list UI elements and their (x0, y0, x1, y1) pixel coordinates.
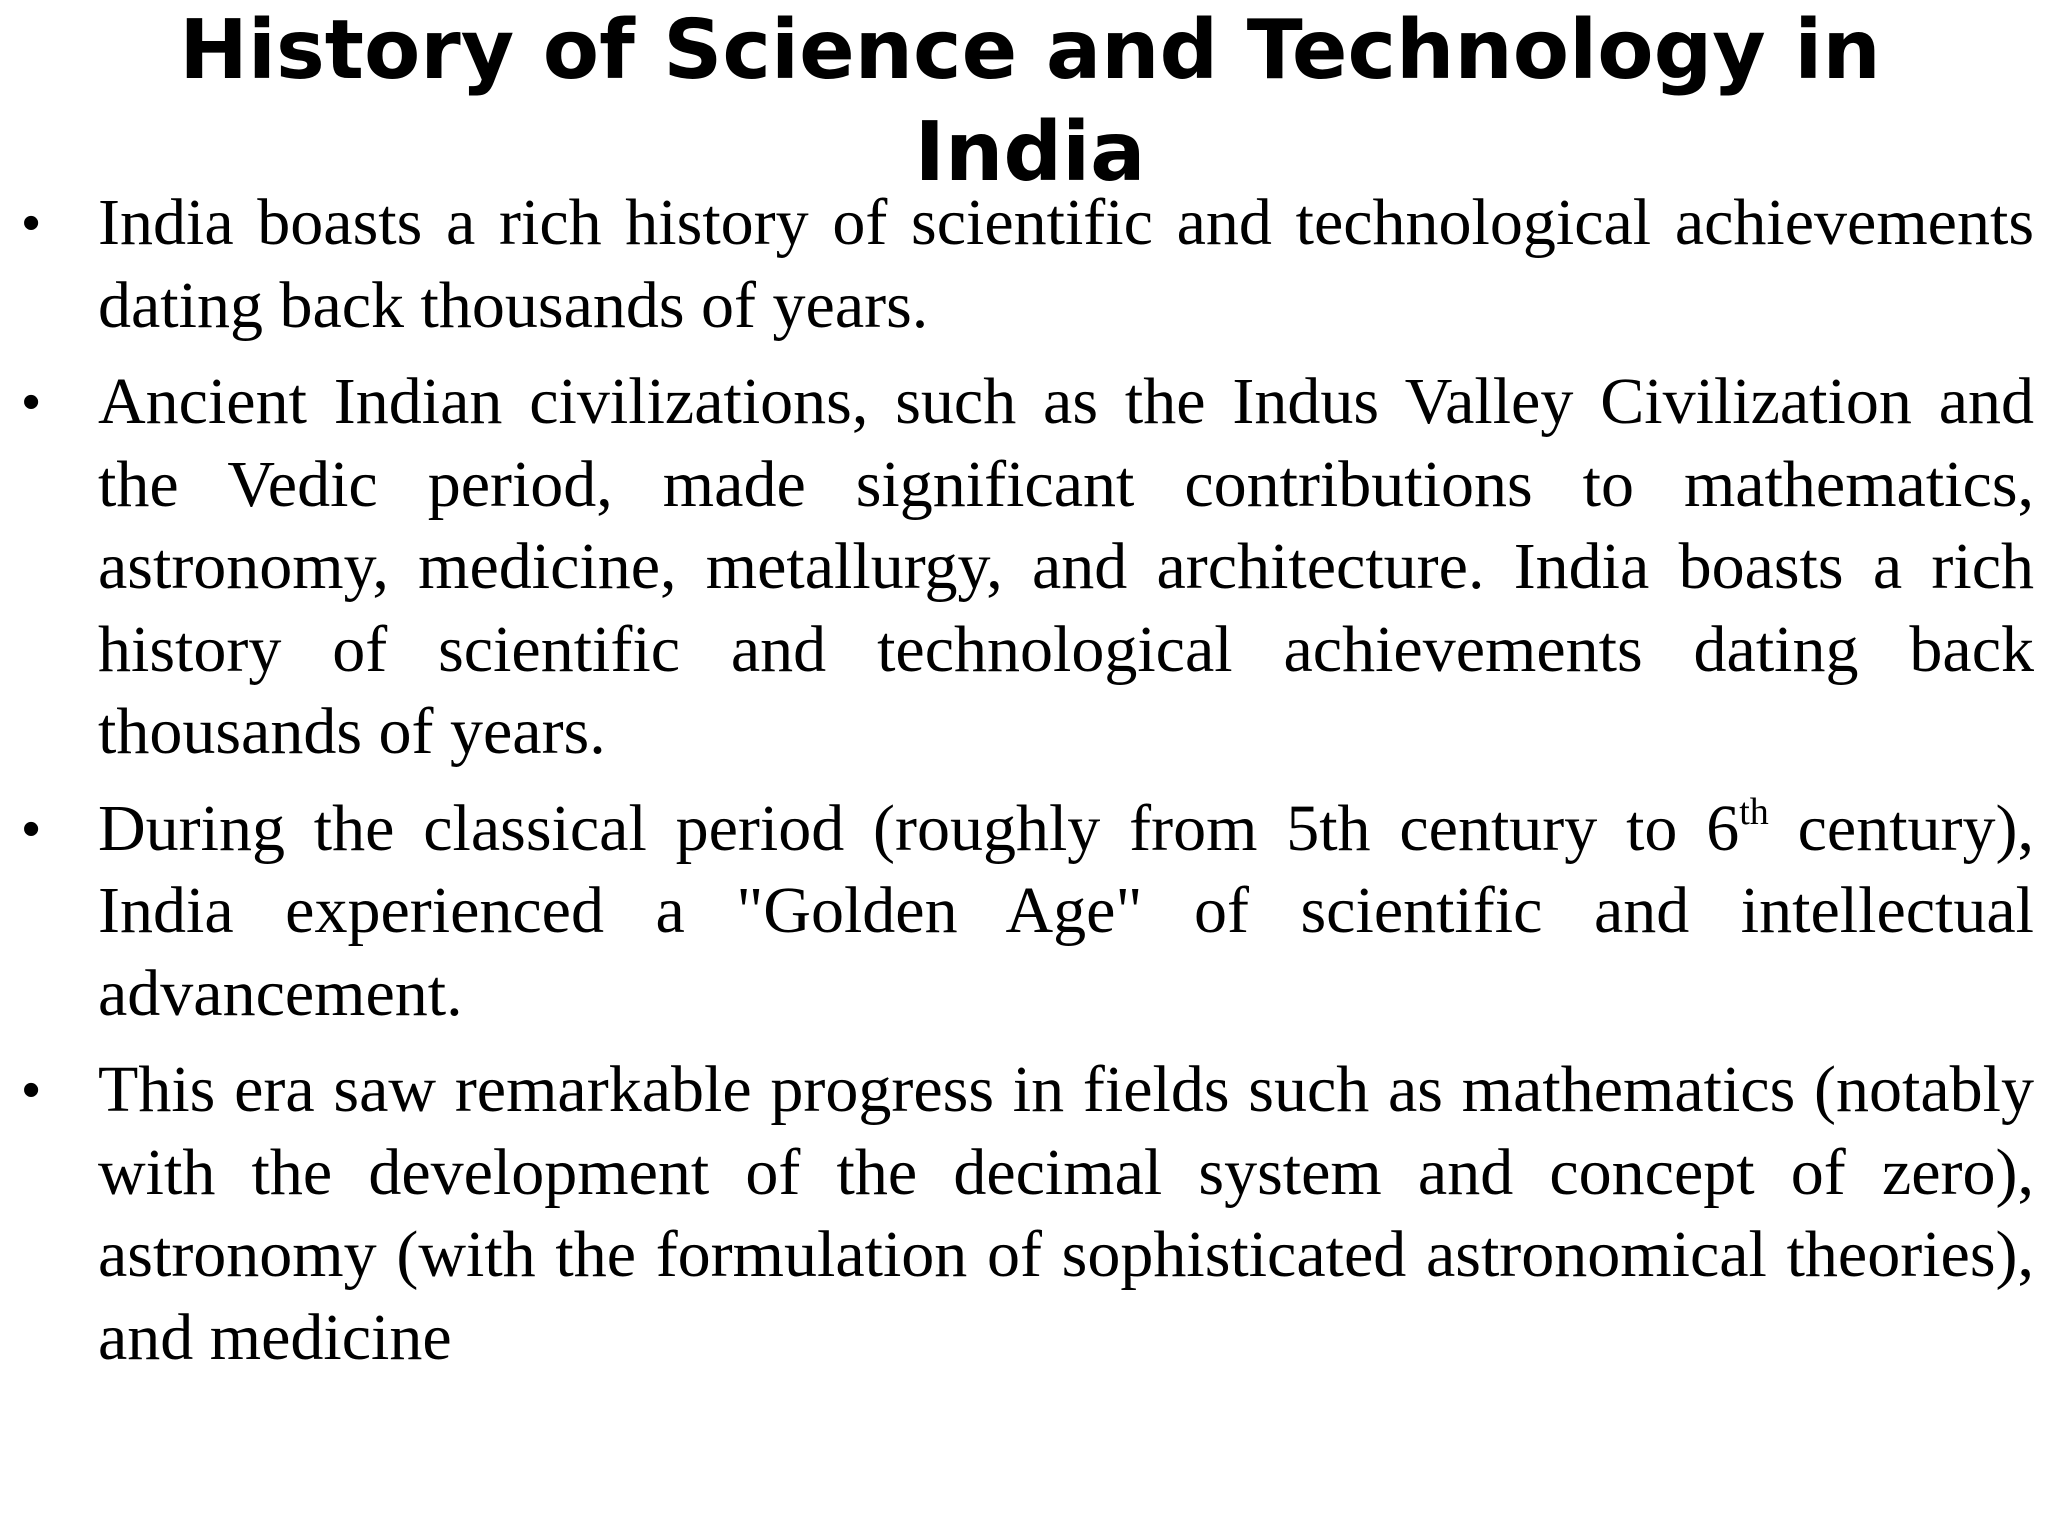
bullet-item (0, 788, 2034, 1036)
bullet-text-part: century), India experienced a "Golden Age" of scientific and intellectual advancement. (98, 791, 2034, 1030)
bullet-icon: • (22, 373, 41, 431)
bullet-text: This era saw remarkable progress in fields such as mathematics (notably with the development of the decimal system and concept of zero), astronomy (with the formulation of sophisticated astronomical theories), and medicine (98, 1053, 2034, 1374)
bullet-text-part: During the classical period (roughly from 5th century to 6 (98, 791, 1740, 865)
bullet-icon: • (22, 1061, 41, 1119)
bullet-icon: • (22, 799, 41, 858)
bullet-text: Ancient Indian civilizations, such as the Indus Valley Civilization and the Vedic period, made significant contributions to mathematics, astronomy, medicine, metallurgy, and architecture. India boasts a rich history of scientific and technological achievements dating back thousands of years. (98, 365, 2034, 768)
superscript: th (1739, 790, 1769, 833)
bullet-text (98, 792, 2034, 1030)
bullet-icon: • (22, 194, 41, 252)
bullet-list (0, 182, 2034, 1393)
bullet-item (0, 361, 2034, 774)
slide-title: History of Science and Technology in India (179, 3, 1881, 200)
bullet-item (0, 182, 2034, 347)
bullet-text: India boasts a rich history of scientific and technological achievements dating back thousands of years. (98, 186, 2034, 342)
bullet-item (0, 1049, 2034, 1379)
